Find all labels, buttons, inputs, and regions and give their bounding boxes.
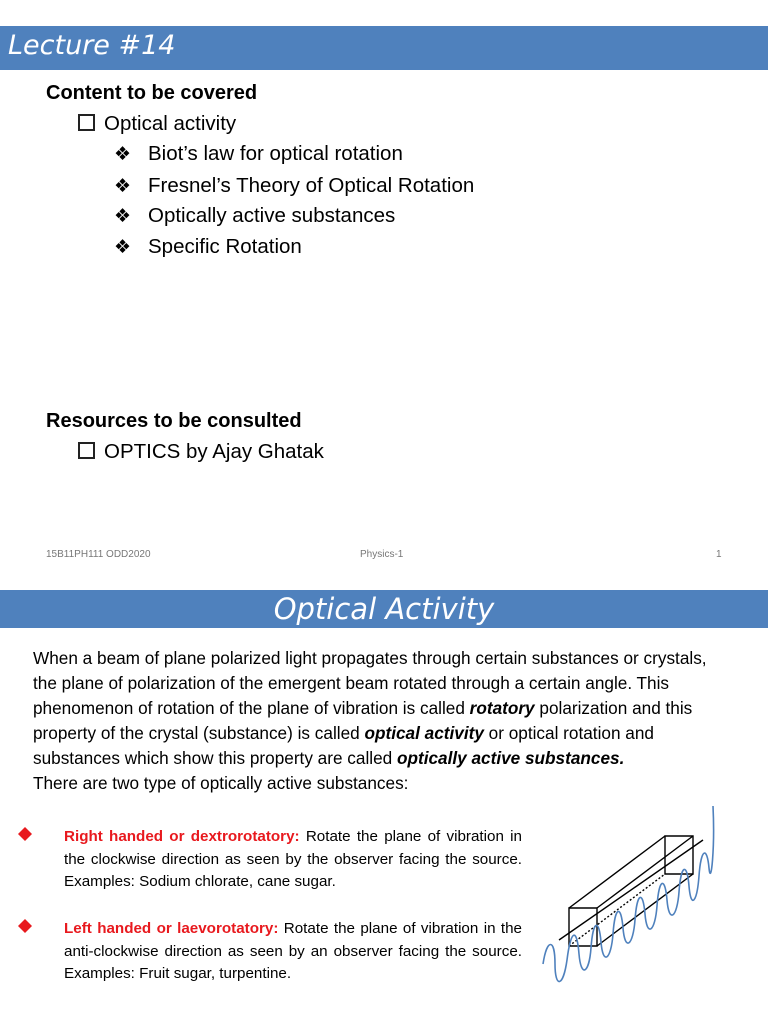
term-optical-activity: optical activity xyxy=(364,723,484,743)
subtopic-label: Biot’s law for optical rotation xyxy=(148,142,403,165)
topic-label: Optical activity xyxy=(104,112,237,135)
red-diamond-icon xyxy=(18,919,32,933)
resource-item xyxy=(78,440,324,464)
polarized-wave xyxy=(543,806,714,982)
footer-course: 15B11PH111 ODD2020 xyxy=(46,549,151,560)
type-text xyxy=(64,918,522,986)
optical-rotation-illustration xyxy=(537,788,727,998)
footer-subject: Physics-1 xyxy=(360,549,404,560)
crystal-prism xyxy=(559,836,703,946)
resources-heading: Resources to be consulted xyxy=(46,410,302,432)
subtopic-item xyxy=(114,142,403,166)
red-diamond-icon xyxy=(18,827,32,841)
checkbox-icon xyxy=(78,114,95,131)
type-label: Right handed or dextrorotatory: xyxy=(64,828,300,845)
title-bar xyxy=(0,26,768,70)
topic-item xyxy=(78,112,236,136)
slide-title: Lecture #14 xyxy=(8,30,176,61)
resource-label: OPTICS by Ajay Ghatak xyxy=(104,440,324,463)
type-description: Rotate the plane of vibration in the clockwise direction as seen by the observer facing the source. Examples: Sodium chlorate, cane sugar. xyxy=(64,828,522,891)
subtopic-item xyxy=(114,235,302,259)
type-text xyxy=(64,826,522,894)
type-item-right-handed xyxy=(18,826,528,918)
footer-page-number: 1 xyxy=(716,549,722,560)
slide-title: Optical Activity xyxy=(273,592,495,626)
intro-paragraph xyxy=(33,646,733,796)
diamond-bullet-icon: ❖ xyxy=(114,176,132,197)
paragraph-text: When a beam of plane polarized light propagates through certain substances or crystals, the plane of polarization of the emergent beam rotated through a certain angle. This phenomenon of rotation of the plane of vibration is called xyxy=(33,648,707,718)
types-intro: There are two type of optically active substances: xyxy=(33,773,409,793)
checkbox-icon xyxy=(78,442,95,459)
subtopic-item xyxy=(114,204,395,228)
diamond-bullet-icon: ❖ xyxy=(114,206,132,227)
slide-2 xyxy=(0,588,768,1024)
paragraph-text: polarization and this property of the crystal (substance) is called xyxy=(33,698,693,743)
subtopic-label: Fresnel’s Theory of Optical Rotation xyxy=(148,174,475,197)
title-bar xyxy=(0,590,768,628)
type-item-left-handed xyxy=(18,918,528,1010)
slide-separator xyxy=(0,574,768,588)
content-heading: Content to be covered xyxy=(46,82,258,104)
term-rotatory: rotatory xyxy=(469,698,535,718)
diamond-bullet-icon: ❖ xyxy=(114,144,132,165)
paragraph-text: or optical rotation and substances which show this property are called xyxy=(33,723,654,768)
diamond-bullet-icon: ❖ xyxy=(114,237,132,258)
type-description: Rotate the plane of vibration in the anti-clockwise direction as seen by an observer facing the source. Examples: Fruit sugar, turpentine. xyxy=(64,920,522,983)
subtopic-label: Optically active substances xyxy=(148,204,396,227)
type-label: Left handed or laevorotatory: xyxy=(64,920,279,937)
subtopic-item xyxy=(114,174,474,198)
subtopic-label: Specific Rotation xyxy=(148,235,302,258)
term-optically-active-substances: optically active substances. xyxy=(396,748,625,768)
